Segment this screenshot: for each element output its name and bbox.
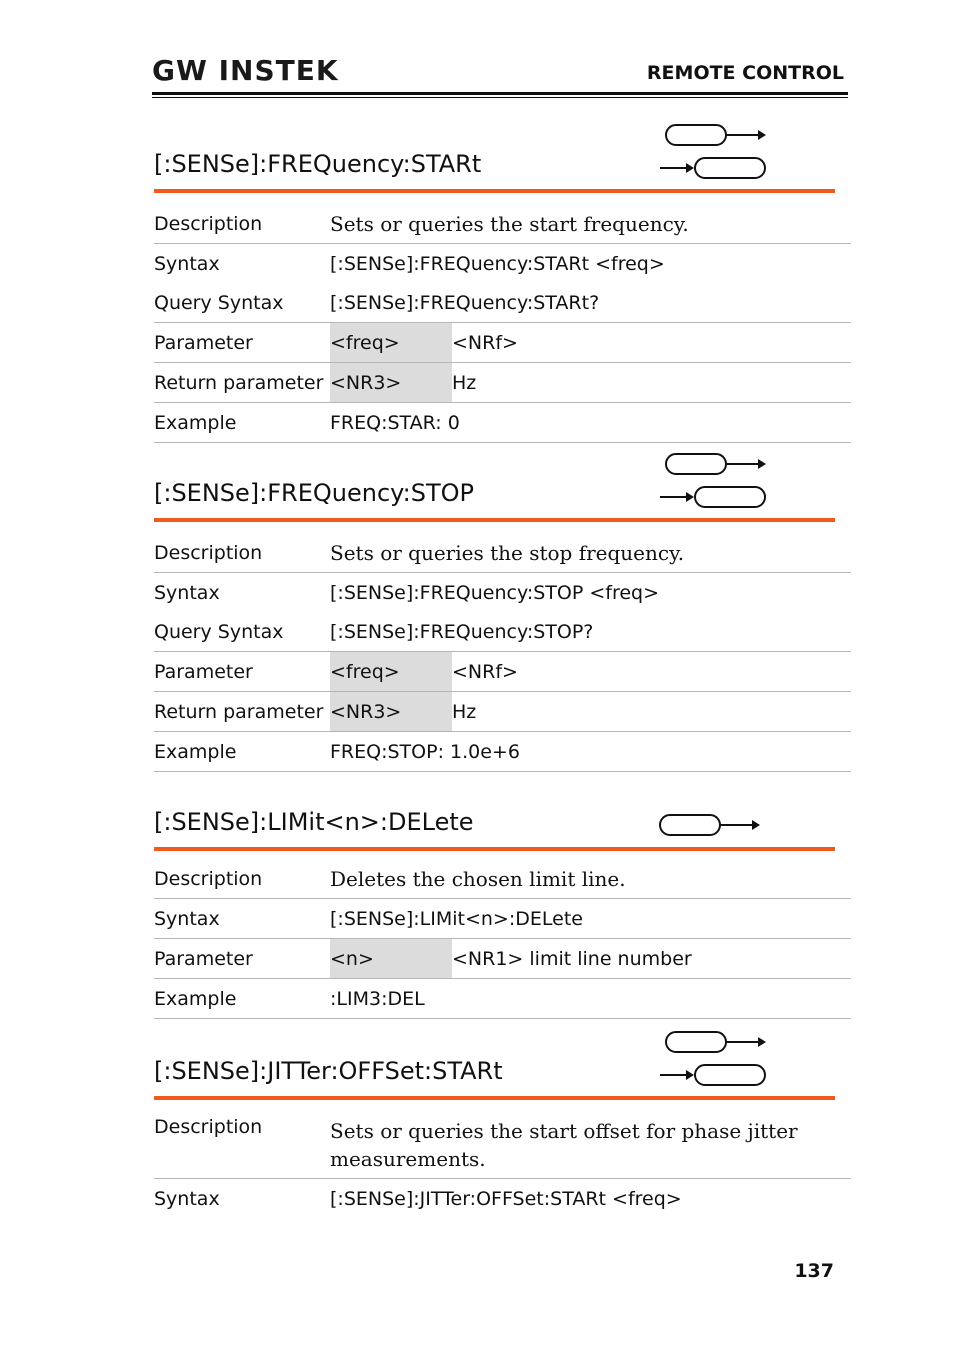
parameter-name: <NR3> <box>330 363 452 403</box>
parameter-name: <n> <box>330 939 452 979</box>
row-label: Example <box>154 979 330 1019</box>
row-syntax <box>154 573 851 613</box>
row-syntax <box>154 1179 851 1219</box>
row-label: Description <box>154 204 330 244</box>
row-label: Syntax <box>154 1187 220 1210</box>
row-label: Parameter <box>154 652 330 692</box>
row-parameter <box>154 323 851 363</box>
title-rule <box>154 847 835 851</box>
row-label: Syntax <box>154 581 220 604</box>
row-example <box>154 732 851 772</box>
command-spec-table <box>154 859 851 1019</box>
row-value: [:SENSe]:JITTer:OFFSet:STARt <freq> <box>330 1187 682 1210</box>
row-value: [:SENSe]:FREQuency:STOP? <box>330 612 851 652</box>
title-rule <box>154 189 835 193</box>
gw-instek-logo: GW INSTEK <box>152 54 339 87</box>
row-label: Parameter <box>154 939 330 979</box>
row-label: Example <box>154 403 330 443</box>
row-value: [:SENSe]:FREQuency:STARt <freq> <box>330 252 665 275</box>
parameter-type: Hz <box>452 363 851 403</box>
page-header <box>152 52 848 98</box>
row-label: Syntax <box>154 252 220 275</box>
row-description <box>154 204 851 244</box>
command-spec-table <box>154 204 851 443</box>
row-description <box>154 859 851 899</box>
command-title: [:SENSe]:FREQuency:STOP <box>154 479 474 507</box>
row-label: Example <box>154 732 330 772</box>
set-query-icon <box>660 122 768 180</box>
row-return-parameter <box>154 692 851 732</box>
row-label: Description <box>154 533 330 573</box>
row-description <box>154 533 851 573</box>
parameter-type: <NR1> limit line number <box>452 939 851 979</box>
row-label: Return parameter <box>154 692 330 732</box>
row-value: Sets or queries the stop frequency. <box>330 533 851 573</box>
row-example <box>154 979 851 1019</box>
set-command-icon <box>658 812 762 840</box>
parameter-type: <NRf> <box>452 652 851 692</box>
command-title: [:SENSe]:FREQuency:STARt <box>154 150 482 178</box>
parameter-type: <NRf> <box>452 323 851 363</box>
row-label: Return parameter <box>154 363 330 403</box>
row-example <box>154 403 851 443</box>
row-label: Description <box>154 859 330 899</box>
header-rule-thin <box>152 97 848 98</box>
row-value: [:SENSe]:FREQuency:STARt? <box>330 283 851 323</box>
row-query-syntax <box>154 283 851 323</box>
row-label: Query Syntax <box>154 612 330 652</box>
row-value: FREQ:STAR: 0 <box>330 403 851 443</box>
row-value: FREQ:STOP: 1.0e+6 <box>330 732 851 772</box>
row-value: [:SENSe]:LIMit<n>:DELete <box>330 899 851 939</box>
command-spec-table <box>154 533 851 772</box>
row-return-parameter <box>154 363 851 403</box>
row-parameter <box>154 652 851 692</box>
row-syntax <box>154 899 851 939</box>
row-value: :LIM3:DEL <box>330 979 851 1019</box>
row-query-syntax <box>154 612 851 652</box>
page-number: 137 <box>794 1260 834 1282</box>
row-description <box>154 1111 851 1179</box>
command-title: [:SENSe]:LIMit<n>:DELete <box>154 808 474 836</box>
row-syntax <box>154 244 851 284</box>
section-name: REMOTE CONTROL <box>646 62 844 84</box>
parameter-name: <freq> <box>330 652 452 692</box>
row-value: Sets or queries the start frequency. <box>330 204 851 244</box>
row-value: [:SENSe]:FREQuency:STOP <freq> <box>330 581 660 604</box>
title-rule <box>154 518 835 522</box>
row-label: Description <box>154 1111 330 1179</box>
command-title: [:SENSe]:JITTer:OFFSet:STARt <box>154 1057 503 1085</box>
parameter-type: Hz <box>452 692 851 732</box>
title-rule <box>154 1096 835 1100</box>
row-value: Sets or queries the start offset for phase jitter measurements. <box>330 1111 851 1179</box>
header-rule <box>152 92 848 95</box>
set-query-icon <box>660 451 768 509</box>
row-label: Syntax <box>154 899 330 939</box>
row-label: Query Syntax <box>154 283 330 323</box>
set-query-icon <box>660 1029 768 1087</box>
row-label: Parameter <box>154 323 330 363</box>
row-parameter <box>154 939 851 979</box>
parameter-name: <freq> <box>330 323 452 363</box>
row-value: Deletes the chosen limit line. <box>330 859 851 899</box>
parameter-name: <NR3> <box>330 692 452 732</box>
command-spec-table <box>154 1111 851 1218</box>
